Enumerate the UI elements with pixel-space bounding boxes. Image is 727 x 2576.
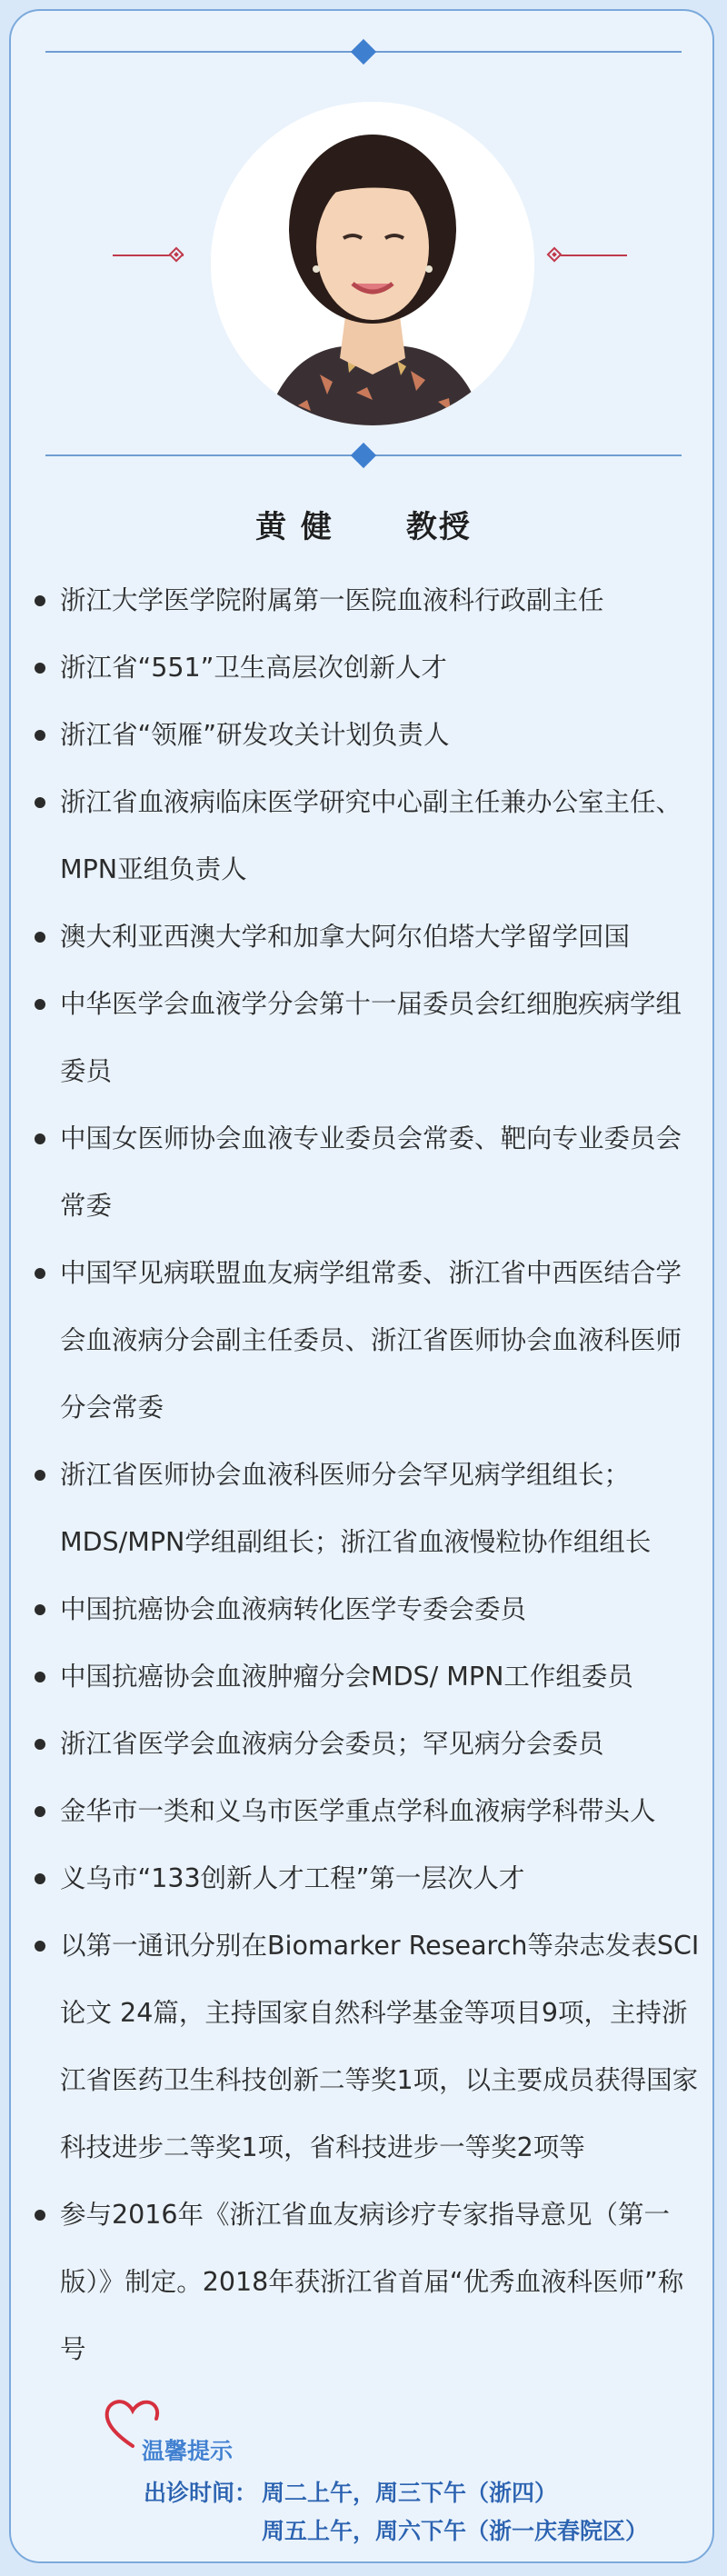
list-item: 中国抗癌协会血液肿瘤分会MDS/ MPN工作组委员	[35, 1643, 707, 1711]
list-item: 浙江省医学会血液病分会委员；罕见病分会委员	[35, 1711, 707, 1778]
list-item: 浙江省“551”卫生高层次创新人才	[35, 634, 707, 702]
middle-divider-diamond-icon	[351, 443, 376, 468]
doctor-portrait-icon	[211, 102, 534, 425]
avatar	[211, 102, 534, 425]
list-item: 浙江省医师协会血液科医师分会罕见病学组组长；MDS/MPN学组副组长；浙江省血液慢粒协作组组长	[35, 1442, 707, 1576]
clinic-hours-line-1: 周二上午，周三下午（浙四）	[262, 2480, 558, 2506]
list-item: 浙江省“领雁”研发攻关计划负责人	[35, 702, 707, 769]
clinic-hours-label: 出诊时间：	[144, 2480, 258, 2506]
clinic-hours-tip	[102, 2397, 702, 2551]
doctor-title: 教授	[405, 509, 472, 545]
list-item: 浙江大学医学院附属第一医院血液科行政副主任	[35, 567, 707, 634]
profile-card	[9, 9, 714, 2563]
doctor-name: 黄 健	[255, 509, 334, 545]
list-item: 中国女医师协会血液专业委员会常委、靶向专业委员会常委	[35, 1105, 707, 1240]
list-item: 义乌市“133创新人才工程”第一层次人才	[35, 1845, 707, 1912]
right-ornament-line	[556, 255, 627, 256]
clinic-hours-line-2: 周五上午，周六下午（浙一庆春院区）	[262, 2518, 649, 2544]
credentials-list	[35, 567, 707, 2383]
tip-title: 温馨提示	[142, 2438, 234, 2464]
list-item: 以第一通讯分别在Biomarker Research等杂志发表SCI论文 24篇，主持国家自然科学基金等项目9项，主持浙江省医药卫生科技创新二等奖1项，以主要成员获得国家科技进步二等奖1项，省科技进步一等奖2项等	[35, 1912, 707, 2182]
list-item: 金华市一类和义乌市医学重点学科血液病学科带头人	[35, 1778, 707, 1845]
list-item: 澳大利亚西澳大学和加拿大阿尔伯塔大学留学回国	[35, 904, 707, 971]
list-item: 中华医学会血液学分会第十一届委员会红细胞疾病学组委员	[35, 971, 707, 1105]
list-item: 中国抗癌协会血液病转化医学专委会委员	[35, 1576, 707, 1643]
list-item: 参与2016年《浙江省血友病诊疗专家指导意见（第一版）》制定。2018年获浙江省首届“优秀血液科医师”称号	[35, 2182, 707, 2383]
list-item: 中国罕见病联盟血友病学组常委、浙江省中西医结合学会血液病分会副主任委员、浙江省医师协会血液科医师分会常委	[35, 1240, 707, 1442]
list-item: 浙江省血液病临床医学研究中心副主任兼办公室主任、MPN亚组负责人	[35, 769, 707, 904]
left-ornament-diamond-icon	[169, 247, 184, 263]
top-divider-diamond-icon	[351, 39, 376, 65]
right-ornament-diamond-icon	[547, 247, 563, 263]
avatar-frame	[211, 102, 534, 425]
doctor-name-row	[11, 502, 716, 546]
